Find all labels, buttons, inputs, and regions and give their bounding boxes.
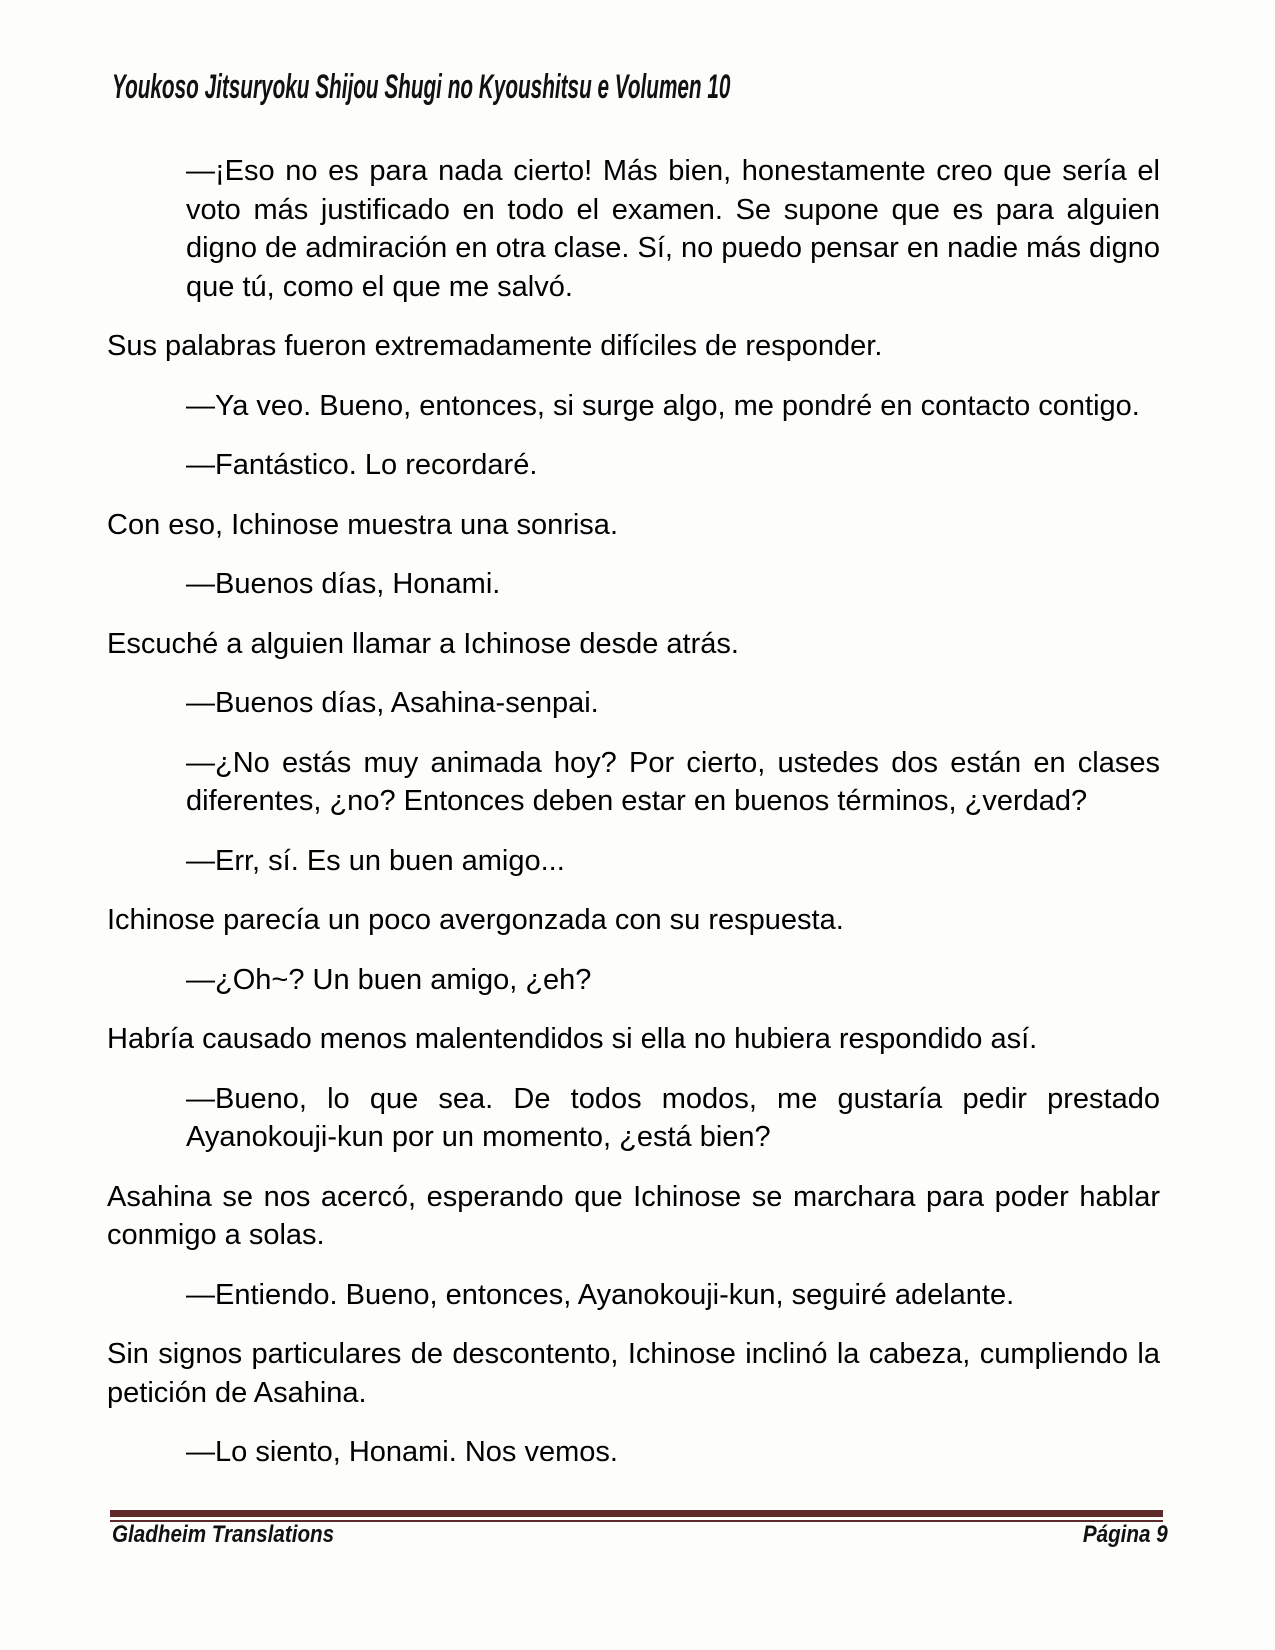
paragraph-2: Sus palabras fueron extremadamente difíciles de responder. (107, 330, 883, 362)
paragraph-12: —¿Oh~? Un buen amigo, ¿eh? (186, 963, 592, 996)
footer-rule-thick (110, 1510, 1163, 1517)
paragraph-17: Sin signos particulares de descontento, Ichinose inclinó la cabeza, cumpliendo la petición de Asahina. (107, 1338, 1160, 1409)
paragraph-3: —Ya veo. Bueno, entonces, si surge algo, me pondré en contacto contigo. (186, 389, 1140, 422)
paragraph-14: —Bueno, lo que sea. De todos modos, me gustaría pedir prestado Ayanokouji-kun por un momento, ¿está bien? (186, 1082, 1160, 1153)
paragraph-1: —¡Eso no es para nada cierto! Más bien, honestamente creo que sería el voto más justificado en todo el examen. Se supone que es para alguien digno de admiración en otra clase. Sí, no puedo pensar en nadie más digno que tú, como el que me salvó. (186, 155, 1160, 303)
paragraph-7: Escuché a alguien llamar a Ichinose desde atrás. (107, 627, 739, 660)
paragraph-13: Habría causado menos malentendidos si ella no hubiera respondido así. (107, 1023, 1038, 1055)
paragraph-16: —Entiendo. Bueno, entonces, Ayanokouji-kun, seguiré adelante. (186, 1278, 1015, 1311)
paragraph-4: —Fantástico. Lo recordaré. (186, 449, 538, 481)
paragraph-18: —Lo siento, Honami. Nos vemos. (186, 1436, 618, 1468)
footer-page-number: Página 9 (1083, 1521, 1168, 1548)
paragraph-15: Asahina se nos acercó, esperando que Ichinose se marchara para poder hablar conmigo a solas. (107, 1180, 1160, 1251)
paragraph-10: —Err, sí. Es un buen amigo... (186, 844, 565, 877)
page-header-title: Youkoso Jitsuryoku Shijou Shugi no Kyoushitsu e Volumen 10 (112, 68, 731, 106)
paragraph-5: Con eso, Ichinose muestra una sonrisa. (107, 508, 618, 541)
paragraph-8: —Buenos días, Asahina-senpai. (186, 687, 599, 719)
paragraph-6: —Buenos días, Honami. (186, 568, 501, 600)
paragraph-11: Ichinose parecía un poco avergonzada con su respuesta. (107, 904, 844, 936)
footer-translator-credit: Gladheim Translations (112, 1521, 335, 1548)
document-body (107, 152, 1160, 1493)
paragraph-9: —¿No estás muy animada hoy? Por cierto, ustedes dos están en clases diferentes, ¿no? Entonces deben estar en buenos términos, ¿verdad? (186, 746, 1160, 817)
